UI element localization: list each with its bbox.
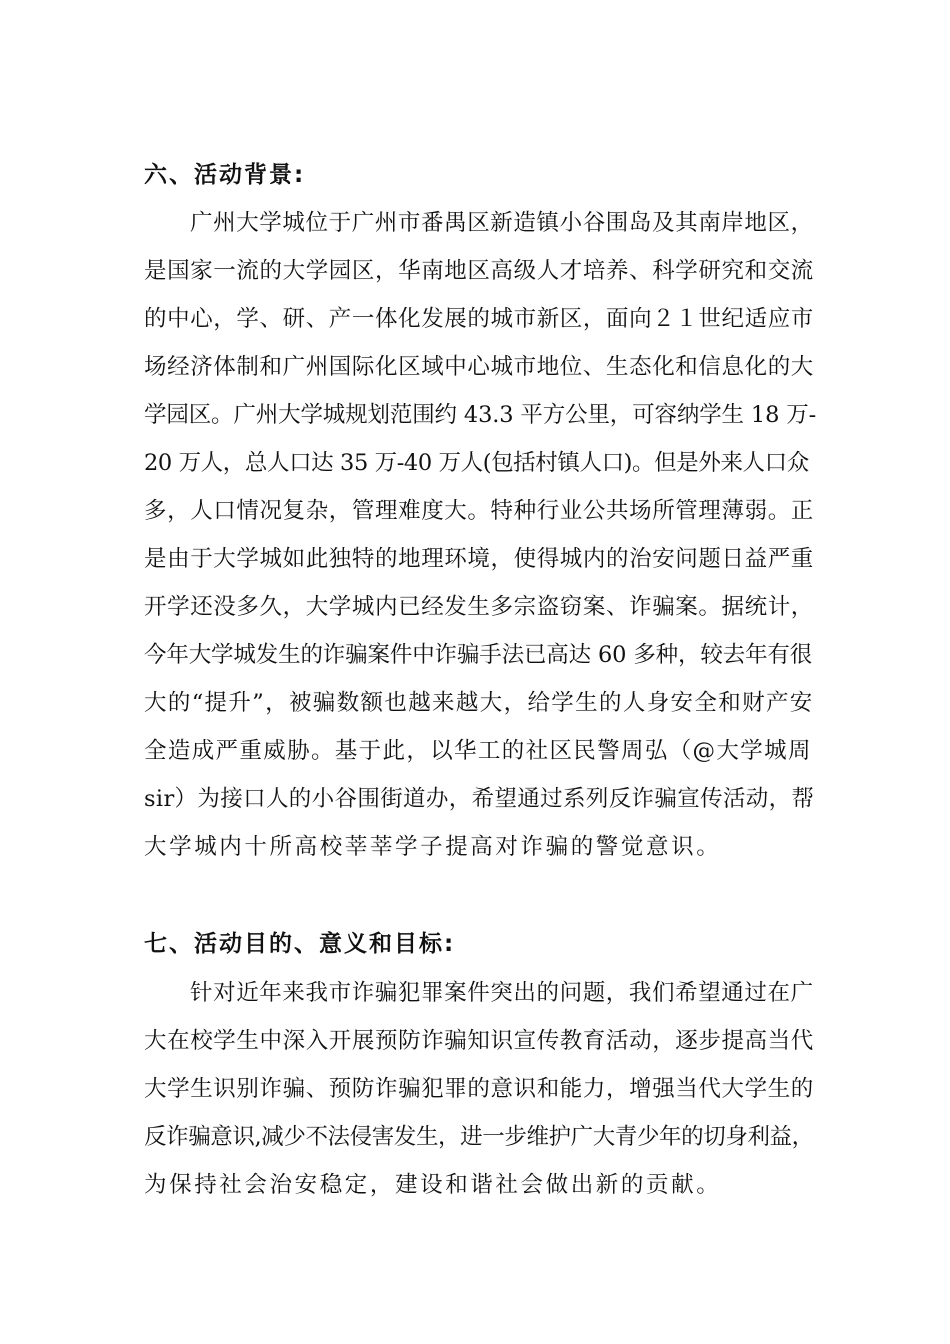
paragraph-line: 针对近年来我市诈骗犯罪案件突出的问题，我们希望通过在广 [190,980,814,1006]
section-6-heading: 六、活动背景: [144,162,306,188]
paragraph-line: 20 万人，总人口达 35 万-40 万人(包括村镇人口)。但是外来人口众 [144,450,809,476]
paragraph-line: 反诈骗意识,减少不法侵害发生，进一步维护广大青少年的切身利益， [144,1124,814,1150]
paragraph-line: 是由于大学城如此独特的地理环境，使得城内的治安问题日益严重 [144,546,814,572]
paragraph-line: 广州大学城位于广州市番禺区新造镇小谷围岛及其南岸地区， [190,210,814,236]
paragraph-line: 是国家一流的大学园区，华南地区高级人才培养、科学研究和交流 [144,258,814,284]
paragraph-line: 大学城内十所高校莘莘学子提高对诈骗的警觉意识。 [144,834,722,860]
paragraph-line: 为保持社会治安稳定，建设和谐社会做出新的贡献。 [144,1172,722,1198]
paragraph-line: 全造成严重威胁。基于此，以华工的社区民警周弘（@大学城周 [144,738,812,764]
paragraph-line: 大学生识别诈骗、预防诈骗犯罪的意识和能力，增强当代大学生的 [144,1076,814,1102]
paragraph-line: sir）为接口人的小谷围街道办，希望通过系列反诈骗宣传活动，帮 [144,786,815,812]
paragraph-line: 场经济体制和广州国际化区域中心城市地位、生态化和信息化的大 [144,354,814,380]
paragraph-line: 多，人口情况复杂，管理难度大。特种行业公共场所管理薄弱。正 [144,498,814,524]
section-7-paragraph [144,976,816,1216]
section-7-heading: 七、活动目的、意义和目标: [144,931,456,957]
paragraph-line: 今年大学城发生的诈骗案件中诈骗手法已高达 60 多种，较去年有很 [144,642,813,668]
paragraph-line: 大的“提升”，被骗数额也越来越大，给学生的人身安全和财产安 [144,690,814,716]
paragraph-line: 大在校学生中深入开展预防诈骗知识宣传教育活动，逐步提高当代 [144,1028,814,1054]
paragraph-line: 开学还没多久，大学城内已经发生多宗盗窃案、诈骗案。据统计， [144,594,814,620]
paragraph-line: 学园区。广州大学城规划范围约 43.3 平方公里，可容纳学生 18 万- [144,402,817,428]
paragraph-line: 的中心，学、研、产一体化发展的城市新区，面向２１世纪适应市 [144,306,814,332]
section-6-paragraph [144,206,816,878]
